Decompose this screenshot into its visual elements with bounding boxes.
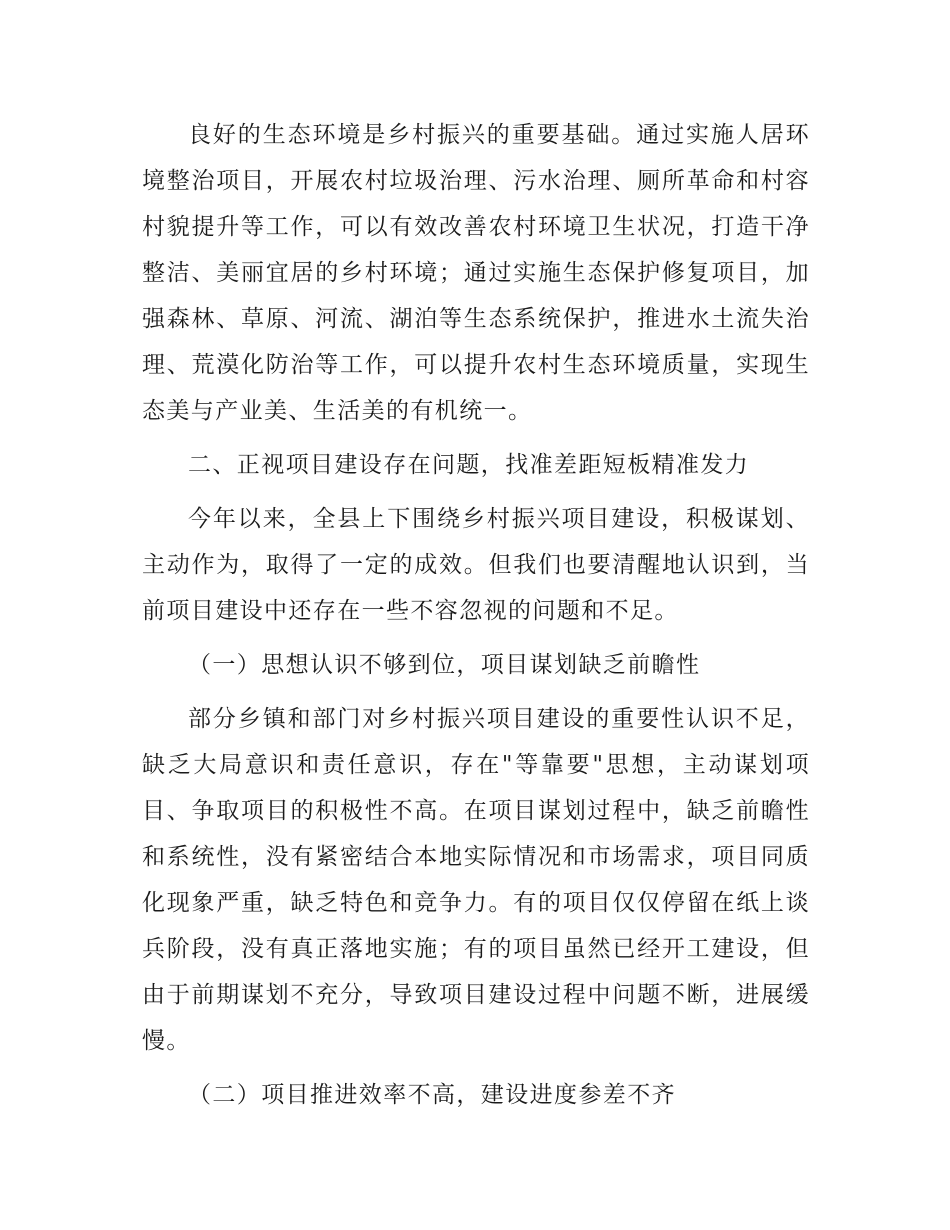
paragraph-awareness-problems: 部分乡镇和部门对乡村振兴项目建设的重要性认识不足，缺乏大局意识和责任意识，存在"等靠要"思想，主动谋划项目、争取项目的积极性不高。在项目谋划过程中，缺乏前瞻性和系统性，没有紧密结合本地实际情况和市场需求，项目同质化现象严重，缺乏特色和竞争力。有的项目仅仅停留在纸上谈兵阶段，没有真正落地实施；有的项目虽然已经开工建设，但由于前期谋划不充分，导致项目建设过程中问题不断，进展缓慢。: [142, 706, 810, 1054]
section-heading-two: 二、正视项目建设存在问题，找准差距短板精准发力: [188, 452, 750, 478]
subsection-heading-one: （一）思想认识不够到位，项目谋划缺乏前瞻性: [188, 652, 701, 678]
subsection-heading-two: （二）项目推进效率不高，建设进度参差不齐: [188, 1082, 676, 1108]
document-body: [142, 112, 810, 1126]
paragraph-progress-overview: 今年以来，全县上下围绕乡村振兴项目建设，积极谋划、主动作为，取得了一定的成效。但我们也要清醒地认识到，当前项目建设中还存在一些不容忽视的问题和不足。: [142, 506, 810, 624]
paragraph-ecology: 良好的生态环境是乡村振兴的重要基础。通过实施人居环境整治项目，开展农村垃圾治理、污水治理、厕所革命和村容村貌提升等工作，可以有效改善农村环境卫生状况，打造干净整洁、美丽宜居的乡村环境；通过实施生态保护修复项目，加强森林、草原、河流、湖泊等生态系统保护，推进水土流失治理、荒漠化防治等工作，可以提升农村生态环境质量，实现生态美与产业美、生活美的有机统一。: [142, 122, 810, 424]
